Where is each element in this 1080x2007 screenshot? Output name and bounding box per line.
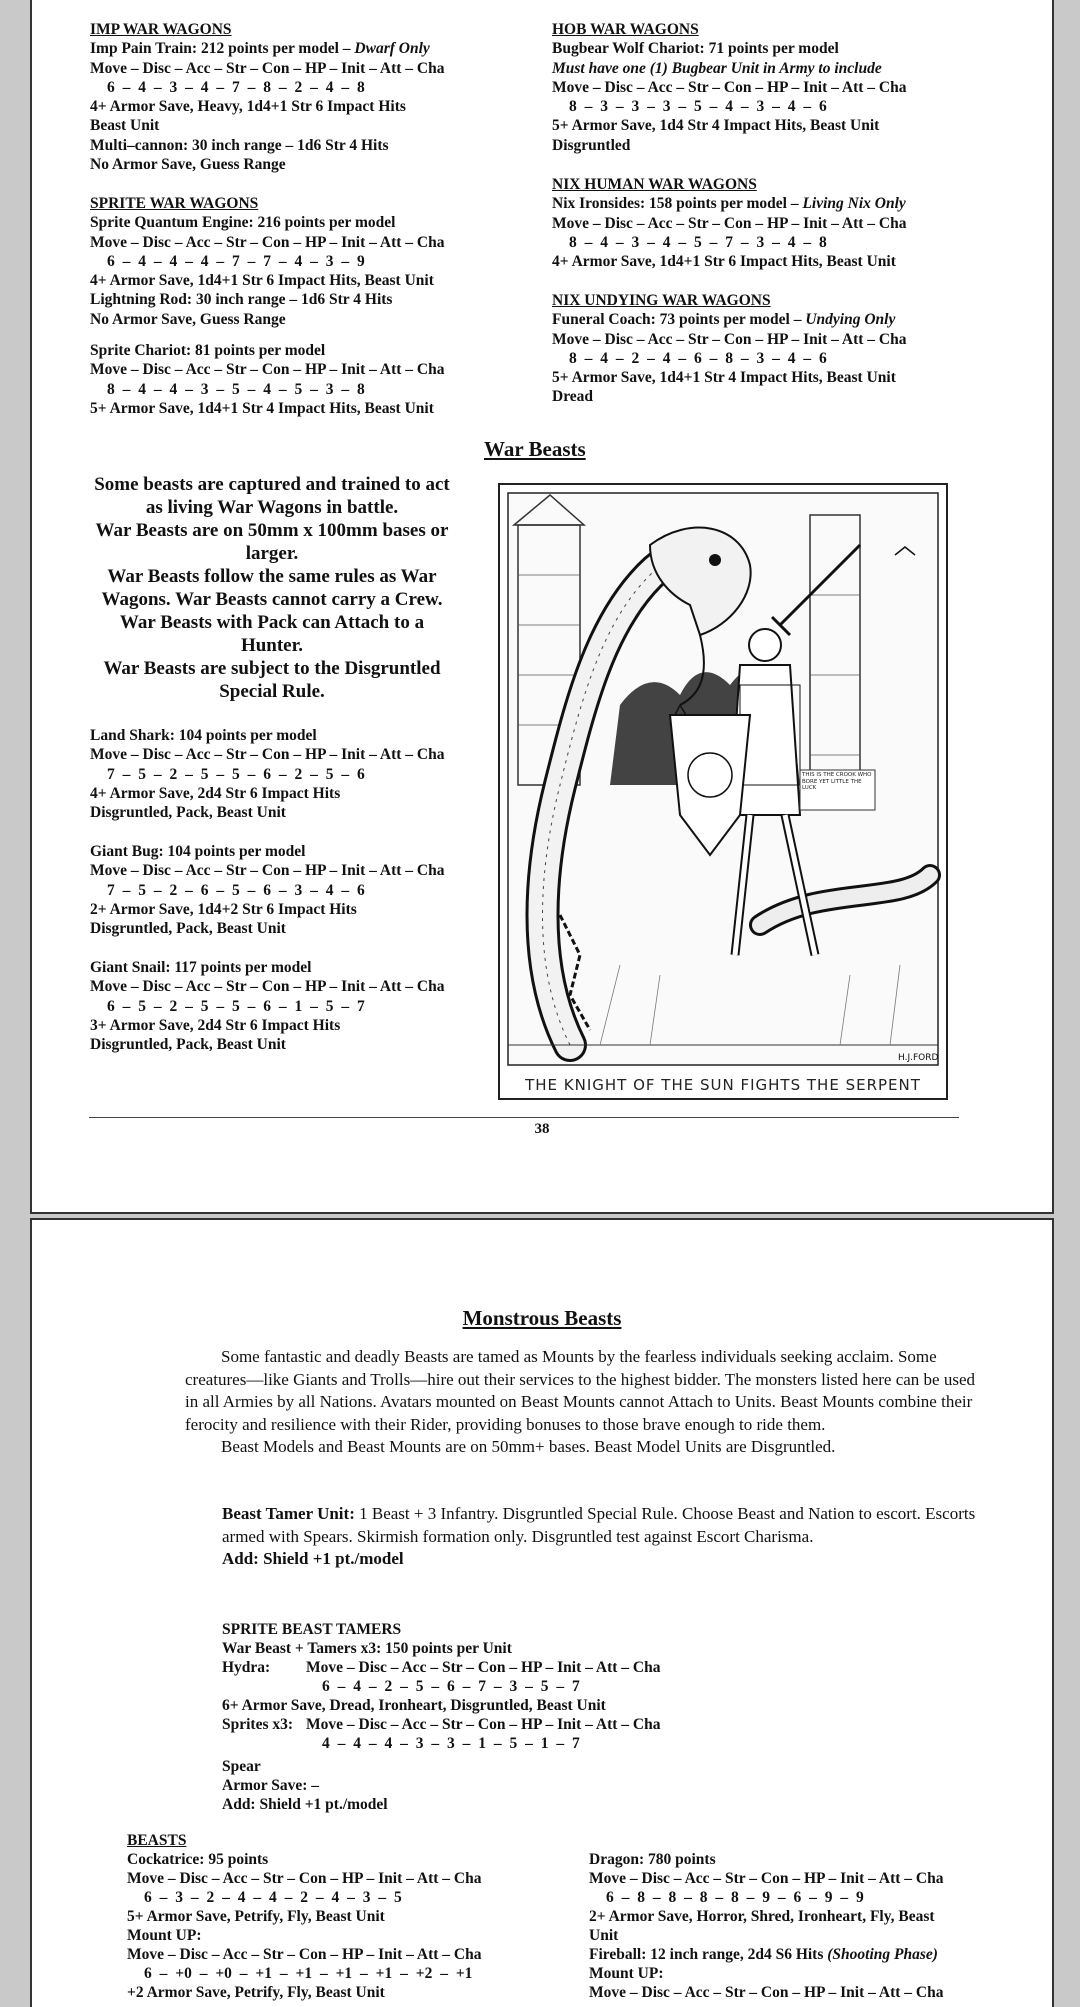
unit-line: Funeral Coach: 73 points per model – Undying Only [552, 311, 896, 329]
rules-line: 2+ Armor Save, Horror, Shred, Ironheart, Fly, Beast [589, 1908, 935, 1925]
rules-line: Disgruntled, Pack, Beast Unit [90, 920, 286, 938]
page-number: 38 [534, 1121, 550, 1137]
rules-line: +2 Armor Save, Petrify, Fly, Beast Unit [127, 1984, 385, 2001]
nix-undying-war-wagons-block [552, 291, 906, 407]
land-shark-block [90, 726, 444, 822]
weapon-line: Lightning Rod: 30 inch range – 1d6 Str 4 Hits [90, 291, 393, 309]
section-heading: BEASTS [127, 1832, 187, 1849]
intro-paragraph: Beast Models and Beast Mounts are on 50mm+ bases. Beast Model Units are Disgruntled. [221, 1437, 836, 1456]
stat-values: 7 – 5 – 2 – 5 – 5 – 6 – 2 – 5 – 6 [107, 765, 365, 783]
stat-values: 6 – 4 – 4 – 4 – 7 – 7 – 4 – 3 – 9 [107, 252, 365, 270]
rules-line: 5+ Armor Save, Petrify, Fly, Beast Unit [127, 1908, 385, 1925]
stat-values: 7 – 5 – 2 – 6 – 5 – 6 – 3 – 4 – 6 [107, 881, 365, 899]
unit-line: Dragon: 780 points [589, 1851, 716, 1868]
section-heading: NIX HUMAN WAR WAGONS [552, 176, 757, 193]
mount-up-label: Mount UP: [589, 1965, 664, 1982]
section-heading: NIX UNDYING WAR WAGONS [552, 292, 771, 309]
unit-line: Sprite Chariot: 81 points per model [90, 342, 326, 360]
rules-line: 5+ Armor Save, 1d4+1 Str 4 Impact Hits, Beast Unit [90, 399, 434, 417]
stat-header: Move – Disc – Acc – Str – Con – HP – Init – Att – Cha [90, 746, 445, 764]
sprite-war-wagons-block [90, 194, 444, 418]
rules-line: 5+ Armor Save, 1d4 Str 4 Impact Hits, Beast Unit [552, 117, 880, 135]
unit-line: Land Shark: 104 points per model [90, 727, 317, 744]
weapon-line: Multi–cannon: 30 inch range – 1d6 Str 4 Hits [90, 136, 389, 154]
section-heading: SPRITE BEAST TAMERS [222, 1621, 402, 1638]
page-39 [30, 1218, 1054, 2007]
stat-values: 8 – 4 – 4 – 3 – 5 – 4 – 5 – 3 – 8 [107, 380, 365, 398]
stat-values: 4 – 4 – 4 – 3 – 3 – 1 – 5 – 1 – 7 [322, 1735, 580, 1752]
hydra-stat-header: Hydra: Move – Disc – Acc – Str – Con – HP – Init – Att – Cha [222, 1659, 661, 1676]
artist-signature: H.J.FORD [898, 1053, 939, 1063]
section-heading: IMP WAR WAGONS [90, 21, 232, 38]
page-38 [30, 0, 1054, 1214]
requirement-line: Must have one (1) Bugbear Unit in Army to include [552, 59, 882, 77]
rules-line: 4+ Armor Save, Heavy, 1d4+1 Str 6 Impact Hits [90, 98, 406, 116]
section-heading: SPRITE WAR WAGONS [90, 195, 259, 212]
rules-line: Dread [552, 388, 594, 406]
section-heading: HOB WAR WAGONS [552, 21, 699, 38]
rules-line: Disgruntled [552, 136, 631, 154]
beast-tamer-description: Beast Tamer Unit: 1 Beast + 3 Infantry. Disgruntled Special Rule. Choose Beast and Nation to escort. Escorts armed with Spears. Skirmish formation only. Disgruntled test against Escort Charisma. [222, 1504, 976, 1546]
unit-line: Giant Snail: 117 points per model [90, 959, 312, 976]
stat-values: 6 – 5 – 2 – 5 – 5 – 6 – 1 – 5 – 7 [107, 997, 365, 1015]
rules-line: 3+ Armor Save, 2d4 Str 6 Impact Hits [90, 1016, 341, 1034]
unit-line: Bugbear Wolf Chariot: 71 points per model [552, 40, 839, 58]
stat-header: Move – Disc – Acc – Str – Con – HP – Init – Att – Cha [552, 78, 907, 96]
unit-line: Sprite Quantum Engine: 216 points per model [90, 214, 396, 232]
beast-tamer-unit-block [222, 1503, 982, 1571]
hob-war-wagons-block [552, 20, 906, 155]
intro-line: War Beasts with Pack can Attach to a Hunter. [119, 612, 425, 656]
rules-line: 4+ Armor Save, 1d4+1 Str 6 Impact Hits, Beast Unit [90, 272, 434, 290]
war-beasts-intro [92, 473, 452, 703]
stat-values: 6 – 4 – 3 – 4 – 7 – 8 – 2 – 4 – 8 [107, 78, 365, 96]
unit-line: War Beast + Tamers x3: 150 points per Unit [222, 1640, 512, 1657]
unit-line: Nix Ironsides: 158 points per model – Living Nix Only [552, 195, 906, 213]
stat-header: Move – Disc – Acc – Str – Con – HP – Init – Att – Cha [589, 1870, 944, 1887]
stat-values: 6 – +0 – +0 – +1 – +1 – +1 – +1 – +2 – +1 [144, 1965, 473, 1982]
war-beasts-title: War Beasts [484, 437, 586, 461]
intro-line: War Beasts are on 50mm x 100mm bases or larger. [95, 520, 449, 564]
rules-line: No Armor Save, Guess Range [90, 156, 286, 174]
intro-line: Some beasts are captured and trained to act as living War Wagons in battle. [94, 474, 450, 518]
rules-line: Beast Unit [90, 117, 160, 135]
stat-values: 8 – 3 – 3 – 3 – 5 – 4 – 3 – 4 – 6 [569, 98, 827, 116]
stat-values: 8 – 4 – 3 – 4 – 5 – 7 – 3 – 4 – 8 [569, 233, 827, 251]
intro-line: War Beasts are subject to the Disgruntled Special Rule. [103, 658, 441, 702]
rules-line: 4+ Armor Save, 2d4 Str 6 Impact Hits [90, 784, 341, 802]
stat-header: Move – Disc – Acc – Str – Con – HP – Init – Att – Cha [90, 978, 445, 996]
imp-war-wagons-block [90, 20, 444, 174]
stat-header: Move – Disc – Acc – Str – Con – HP – Init – Att – Cha [552, 214, 907, 232]
weapon-line: Fireball: 12 inch range, 2d4 S6 Hits (Shooting Phase) [589, 1946, 938, 1963]
stat-header: Move – Disc – Acc – Str – Con – HP – Init – Att – Cha [552, 330, 907, 348]
stat-header: Move – Disc – Acc – Str – Con – HP – Init – Att – Cha [90, 361, 445, 379]
giant-snail-block [90, 958, 444, 1054]
stat-values: 6 – 8 – 8 – 8 – 8 – 9 – 6 – 9 – 9 [606, 1889, 864, 1906]
stat-header: Move – Disc – Acc – Str – Con – HP – Init – Att – Cha [90, 233, 445, 251]
stat-header: Move – Disc – Acc – Str – Con – HP – Init – Att – Cha [90, 59, 445, 77]
rules-line: 6+ Armor Save, Dread, Ironheart, Disgruntled, Beast Unit [222, 1697, 606, 1714]
rules-line: Armor Save: – [222, 1777, 319, 1794]
rules-line: 2+ Armor Save, 1d4+2 Str 6 Impact Hits [90, 900, 357, 918]
beasts-left-block [127, 1831, 481, 2002]
stat-header: Move – Disc – Acc – Str – Con – HP – Init – Att – Cha [90, 862, 445, 880]
nix-human-war-wagons-block [552, 175, 906, 271]
monstrous-beasts-title: Monstrous Beasts [462, 1306, 622, 1330]
stat-header: Move – Disc – Acc – Str – Con – HP – Init – Att – Cha [127, 1946, 482, 1963]
weapon-line: Spear [222, 1758, 261, 1775]
add-line: Add: Shield +1 pt./model [222, 1796, 388, 1813]
unit-line: Giant Bug: 104 points per model [90, 843, 306, 860]
unit-line: Imp Pain Train: 212 points per model – Dwarf Only [90, 40, 430, 58]
intro-paragraph: Some fantastic and deadly Beasts are tamed as Mounts by the fearless individuals seeking acclaim. Some creatures—like Giants and Trolls—hire out their services to the highest bidder. The monsters listed here can be used in all Armies by all Nations. Avatars mounted on Beast Mounts cannot Attach to Units. Beast Mounts combine their ferocity and resilience with their Rider, providing bonuses to those brave enough to ride them. [185, 1347, 976, 1434]
rules-line: Disgruntled, Pack, Beast Unit [90, 1036, 286, 1054]
beast-tamer-add: Add: Shield +1 pt./model [222, 1549, 404, 1568]
rules-line: 4+ Armor Save, 1d4+1 Str 6 Impact Hits, Beast Unit [552, 253, 896, 271]
sprites-stat-header: Sprites x3: Move – Disc – Acc – Str – Con – HP – Init – Att – Cha [222, 1716, 661, 1733]
illustration-caption: THE KNIGHT OF THE SUN FIGHTS THE SERPENT [525, 1076, 921, 1094]
intro-line: War Beasts follow the same rules as War Wagons. War Beasts cannot carry a Crew. [101, 566, 443, 610]
giant-bug-block [90, 842, 444, 938]
stat-values: 6 – 4 – 2 – 5 – 6 – 7 – 3 – 5 – 7 [322, 1678, 580, 1695]
sprite-beast-tamers-block [222, 1620, 660, 1814]
illustration-artwork [500, 485, 946, 1098]
unit-line: Cockatrice: 95 points [127, 1851, 269, 1868]
knight-serpent-illustration [498, 483, 948, 1100]
mount-up-label: Mount UP: [127, 1927, 202, 1944]
banner-text: THIS IS THE CROOK WHO BORE YET LITTLE THE LUCK [802, 772, 872, 791]
monstrous-beasts-intro [185, 1346, 985, 1459]
rules-line: Unit [589, 1927, 619, 1944]
stat-header: Move – Disc – Acc – Str – Con – HP – Init – Att – Cha [589, 1984, 944, 2001]
stat-values: 6 – 3 – 2 – 4 – 4 – 2 – 4 – 3 – 5 [144, 1889, 402, 1906]
rules-line: Disgruntled, Pack, Beast Unit [90, 804, 286, 822]
rules-line: 5+ Armor Save, 1d4+1 Str 4 Impact Hits, Beast Unit [552, 369, 896, 387]
stat-values: 8 – 4 – 2 – 4 – 6 – 8 – 3 – 4 – 6 [569, 349, 827, 367]
beasts-right-block [589, 1850, 943, 2002]
stat-header: Move – Disc – Acc – Str – Con – HP – Init – Att – Cha [127, 1870, 482, 1887]
footer-divider [89, 1117, 959, 1118]
rules-line: No Armor Save, Guess Range [90, 310, 286, 328]
